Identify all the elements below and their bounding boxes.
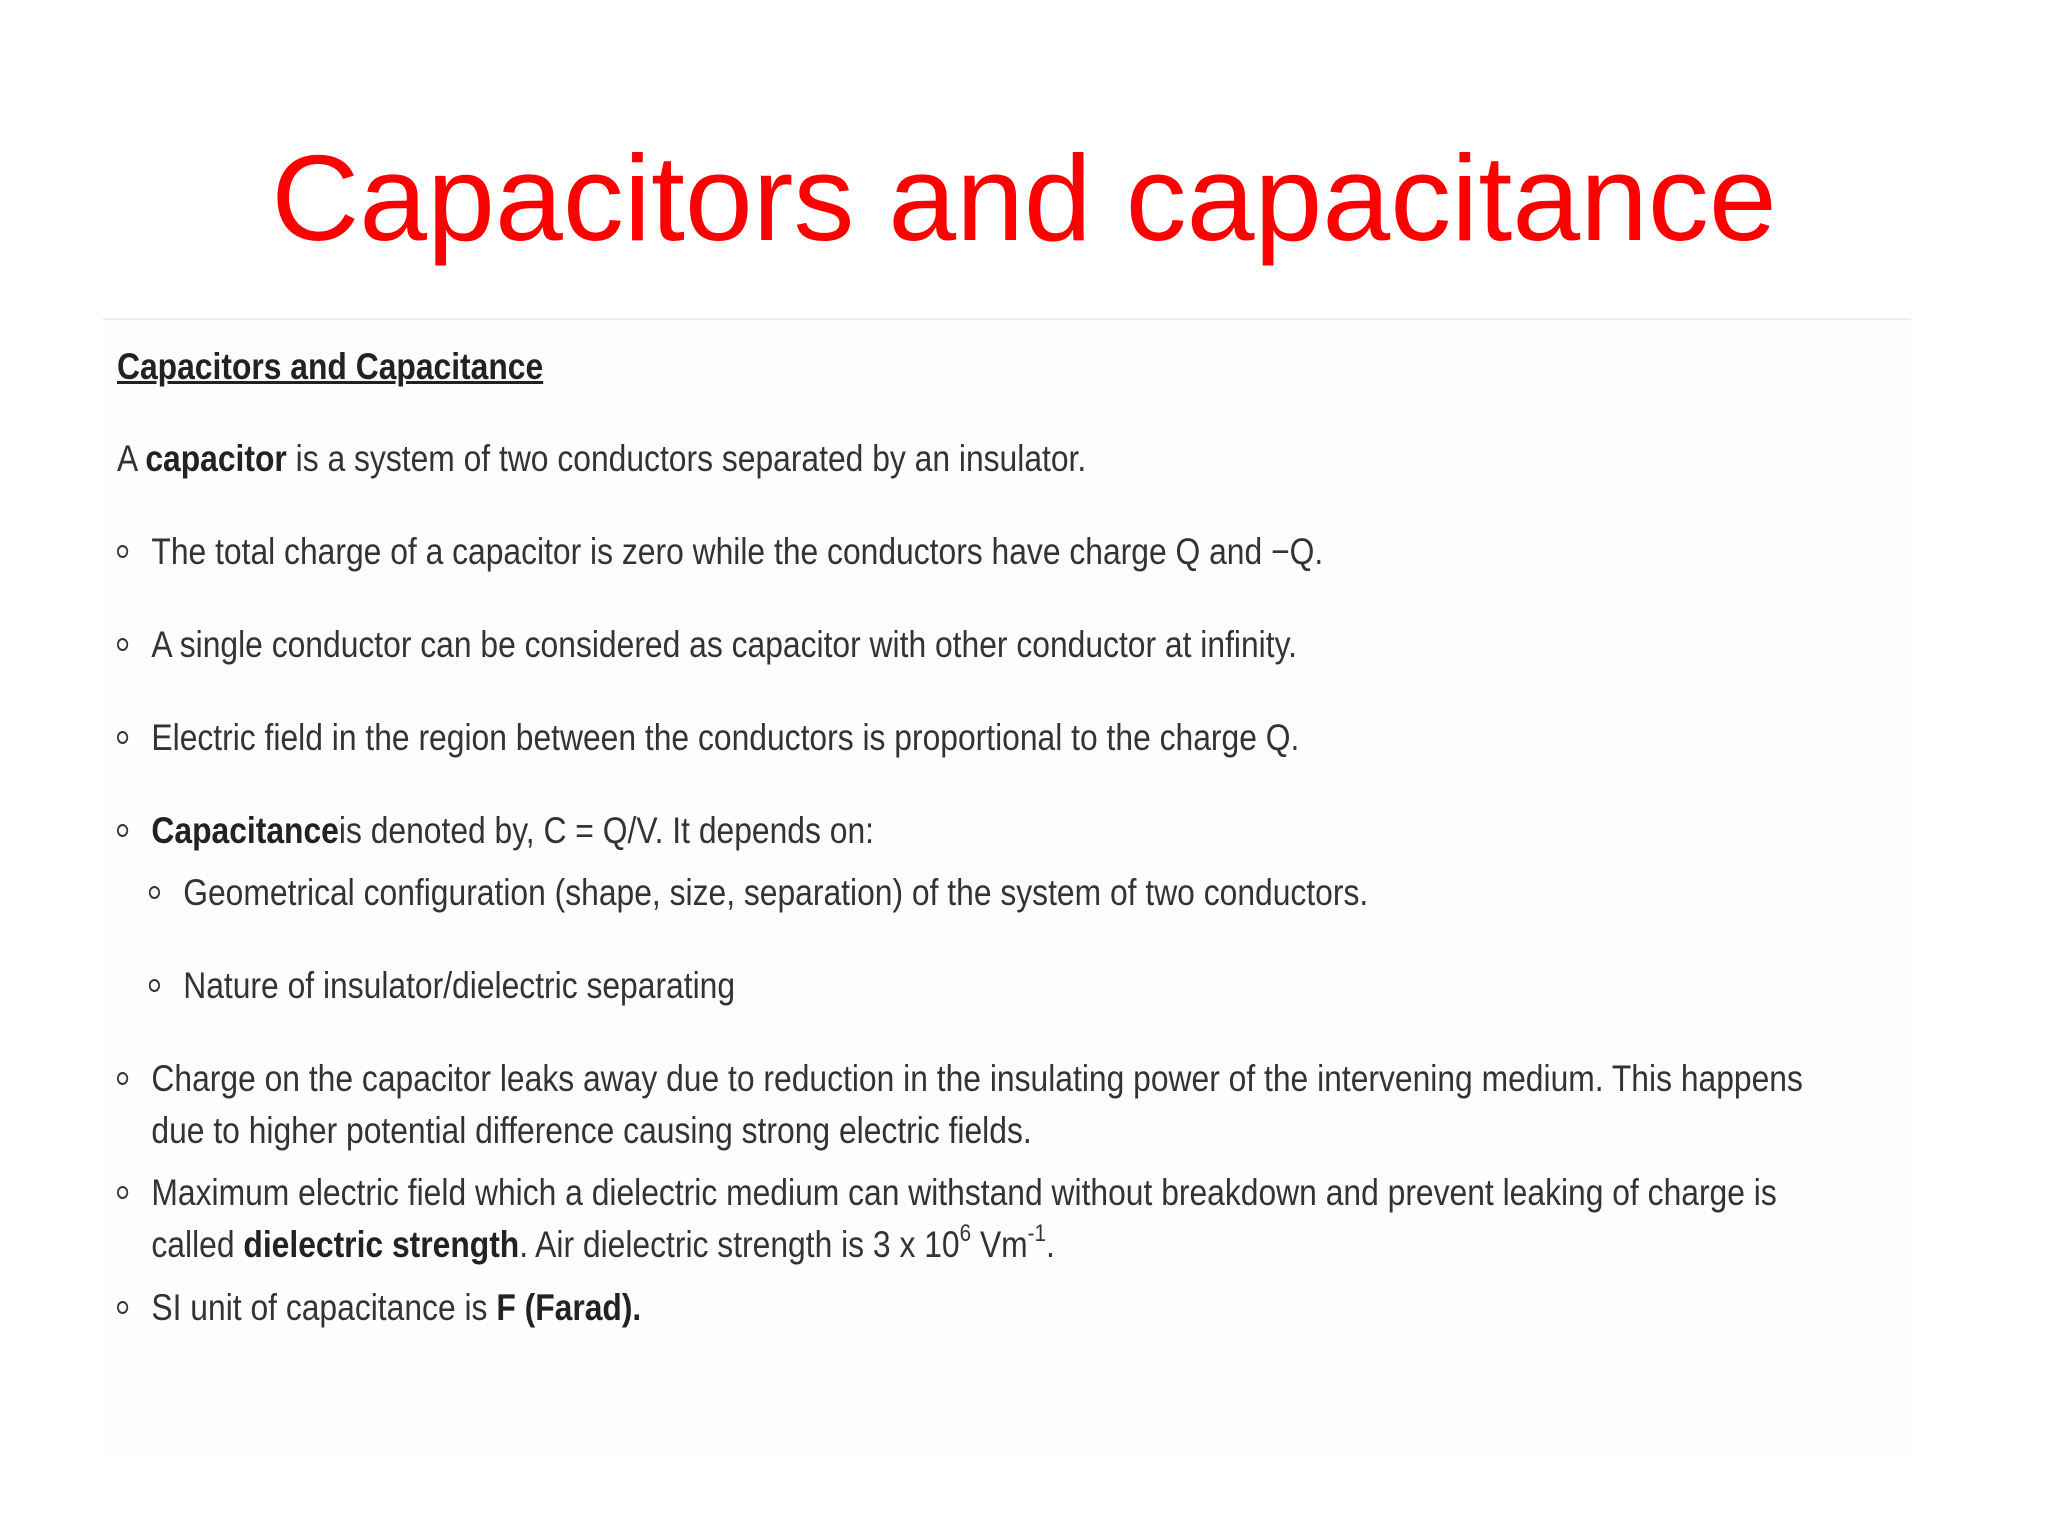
dielectric-line-1: Maximum electric field which a dielectric medium can withstand without breakdown and prevent leaking of charge is [151, 1172, 1777, 1213]
leakage-line-2: due to higher potential difference causing strong electric fields. [151, 1110, 1032, 1151]
bullet-circle-icon [117, 545, 128, 558]
sub-list-item-text: Geometrical configuration (shape, size, separation) of the system of two conductors. [183, 872, 1369, 913]
list-item-text [151, 805, 874, 857]
exponent-minus-1: -1 [1027, 1220, 1047, 1247]
list-item-text: Electric field in the region between the conductors is proportional to the charge Q. [151, 717, 1300, 758]
exponent-6: 6 [959, 1220, 972, 1247]
bullet-circle-icon [117, 731, 128, 744]
bullet-circle-icon [149, 979, 160, 992]
intro-prefix: A [117, 438, 146, 479]
list-item-text [151, 1167, 1776, 1271]
list-item-text: A single conductor can be considered as capacitor with other conductor at infinity. [151, 624, 1297, 665]
dielectric-strength-term: dielectric strength [243, 1224, 520, 1265]
intro-paragraph [117, 438, 1086, 480]
sub-list-item-text: Nature of insulator/dielectric separating [183, 965, 736, 1006]
intro-rest: is a system of two conductors separated by an insulator. [286, 438, 1087, 479]
bullet-circle-icon [117, 1301, 128, 1314]
content-panel [103, 318, 1911, 1458]
list-item-text: The total charge of a capacitor is zero while the conductors have charge Q and −Q. [151, 531, 1324, 572]
section-heading: Capacitors and Capacitance [117, 346, 544, 387]
dielectric-unit: Vm [971, 1224, 1028, 1265]
bullet-circle-icon [117, 638, 128, 651]
list-item-text [151, 1053, 1803, 1157]
bullet-circle-icon [149, 886, 160, 899]
bullet-circle-icon [117, 824, 128, 837]
dielectric-middle: . Air dielectric strength is 3 x 10 [519, 1224, 960, 1265]
capacitance-rest: is denoted by, C = Q/V. It depends on: [338, 810, 875, 851]
bullet-circle-icon [117, 1072, 128, 1085]
leakage-line-1: Charge on the capacitor leaks away due to reduction in the insulating power of the intervening medium. This happens [151, 1058, 1803, 1099]
bullet-circle-icon [117, 1186, 128, 1199]
dielectric-prefix: called [151, 1224, 244, 1265]
si-unit-term: F (Farad). [496, 1287, 642, 1328]
slide-title: Capacitors and capacitance [271, 130, 1777, 266]
capacitance-term: Capacitance [151, 810, 339, 851]
intro-term: capacitor [145, 438, 287, 479]
list-item-text [151, 1282, 641, 1334]
si-unit-prefix: SI unit of capacitance is [151, 1287, 497, 1328]
dielectric-end: . [1046, 1224, 1055, 1265]
